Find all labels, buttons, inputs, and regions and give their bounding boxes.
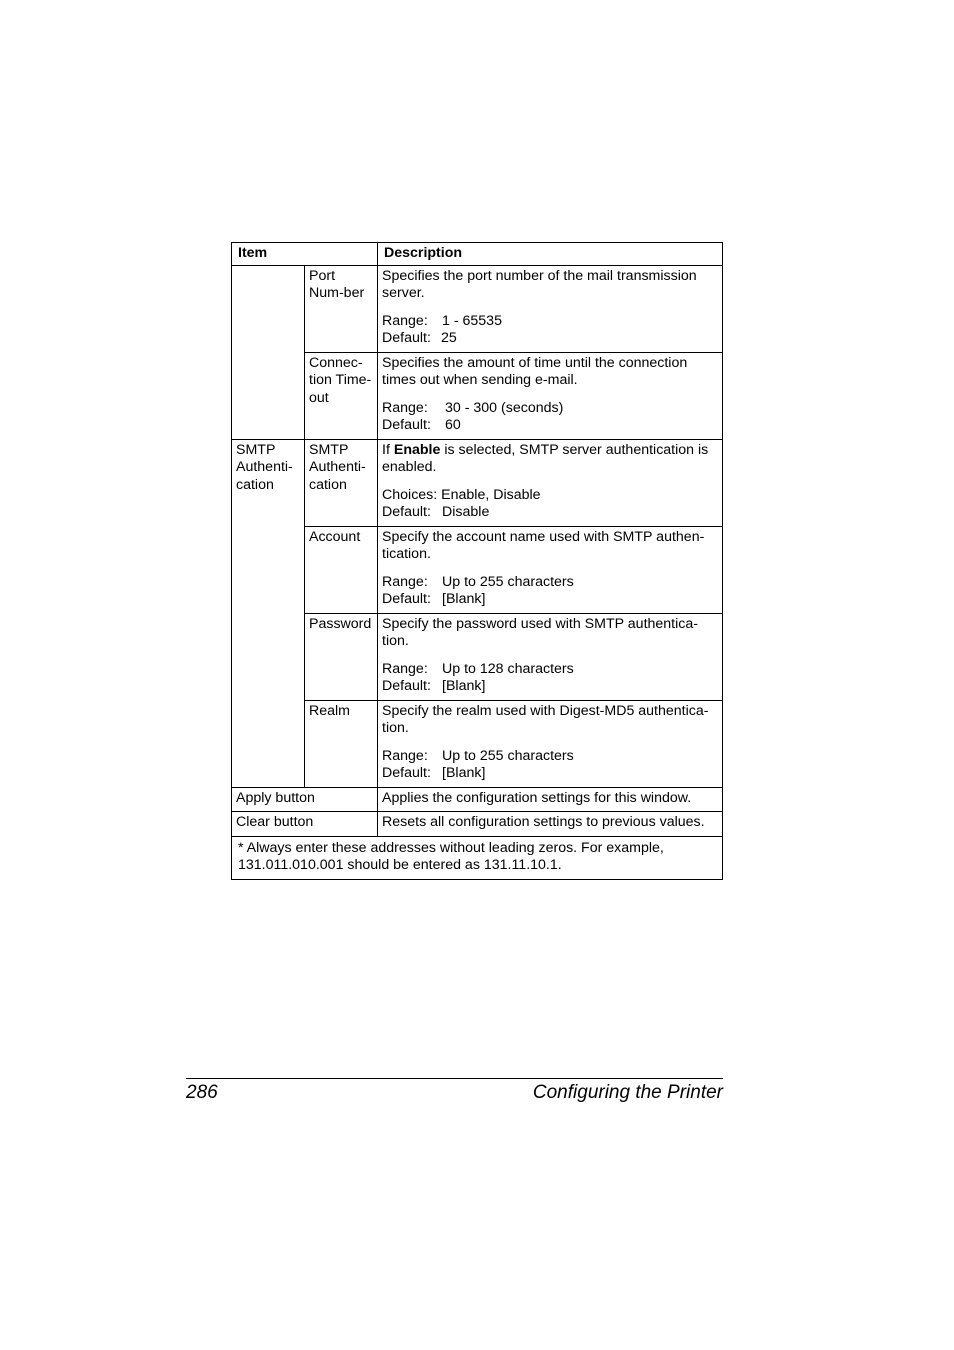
desc-apply-button: Applies the configuration settings for this window. [378,787,723,812]
table-row-apply-button [232,787,723,812]
page-number: 286 [186,1082,218,1103]
account-description: Specify the account name used with SMTP authen-tication. [382,528,705,562]
table-footnote: * Always enter these addresses without leading zeros. For example, 131.011.010.001 should be entered as 131.11.10.1. [232,836,723,879]
item-port-number: Port Num-ber [305,265,378,352]
desc-realm [378,700,723,787]
item-account: Account [305,526,378,613]
table-row-smtp-authentication [232,439,723,526]
realm-default: Default: [Blank] [382,765,486,781]
table-row-password [232,613,723,700]
realm-range: Range: Up to 255 characters [382,747,574,764]
table-row-account [232,526,723,613]
password-description: Specify the password used with SMTP authentica-tion. [382,615,698,649]
table-row-connection-timeout [232,352,723,439]
desc-smtp-authentication [378,439,723,526]
item-realm: Realm [305,700,378,787]
smtp-authentication-choices: Choices: Enable, Disable [382,486,541,503]
desc-clear-button: Resets all configuration settings to previous values. [378,812,723,837]
item-clear-button: Clear button [232,812,378,837]
table-row-clear-button [232,812,723,837]
desc-password [378,613,723,700]
header-item: Item [232,243,378,266]
desc-port-number [378,265,723,352]
port-number-range: Range: 1 - 65535 [382,312,502,329]
item-connection-timeout: Connec-tion Time-out [305,352,378,439]
port-number-default: Default: 25 [382,330,457,346]
chapter-title: Configuring the Printer [532,1082,723,1103]
connection-timeout-range: Range: 30 - 300 (seconds) [382,399,564,416]
item-smtp-authentication: SMTP Authenti-cation [305,439,378,526]
smtp-authentication-description: If Enable is selected, SMTP server authentication is enabled. [382,441,709,475]
password-default: Default: [Blank] [382,678,486,694]
account-range: Range: Up to 255 characters [382,573,574,590]
table-row-footnote [232,836,723,879]
group-smtp-authentication: SMTP Authenti-cation [232,439,305,787]
smtp-authentication-default: Default: Disable [382,504,490,520]
table-row-port-number [232,265,723,352]
group-cell-empty [232,265,305,439]
item-password: Password [305,613,378,700]
port-number-description: Specifies the port number of the mail transmission server. [382,267,697,301]
settings-table [231,242,723,880]
connection-timeout-default: Default: 60 [382,417,461,433]
account-default: Default: [Blank] [382,591,486,607]
table-row-realm [232,700,723,787]
table-header-row [232,243,723,266]
connection-timeout-description: Specifies the amount of time until the connection times out when sending e-mail. [382,354,688,388]
desc-account [378,526,723,613]
password-range: Range: Up to 128 characters [382,660,574,677]
item-apply-button: Apply button [232,787,378,812]
desc-connection-timeout [378,352,723,439]
footer-divider [186,1078,723,1079]
header-description: Description [378,243,723,266]
realm-description: Specify the realm used with Digest-MD5 authentica-tion. [382,702,709,736]
